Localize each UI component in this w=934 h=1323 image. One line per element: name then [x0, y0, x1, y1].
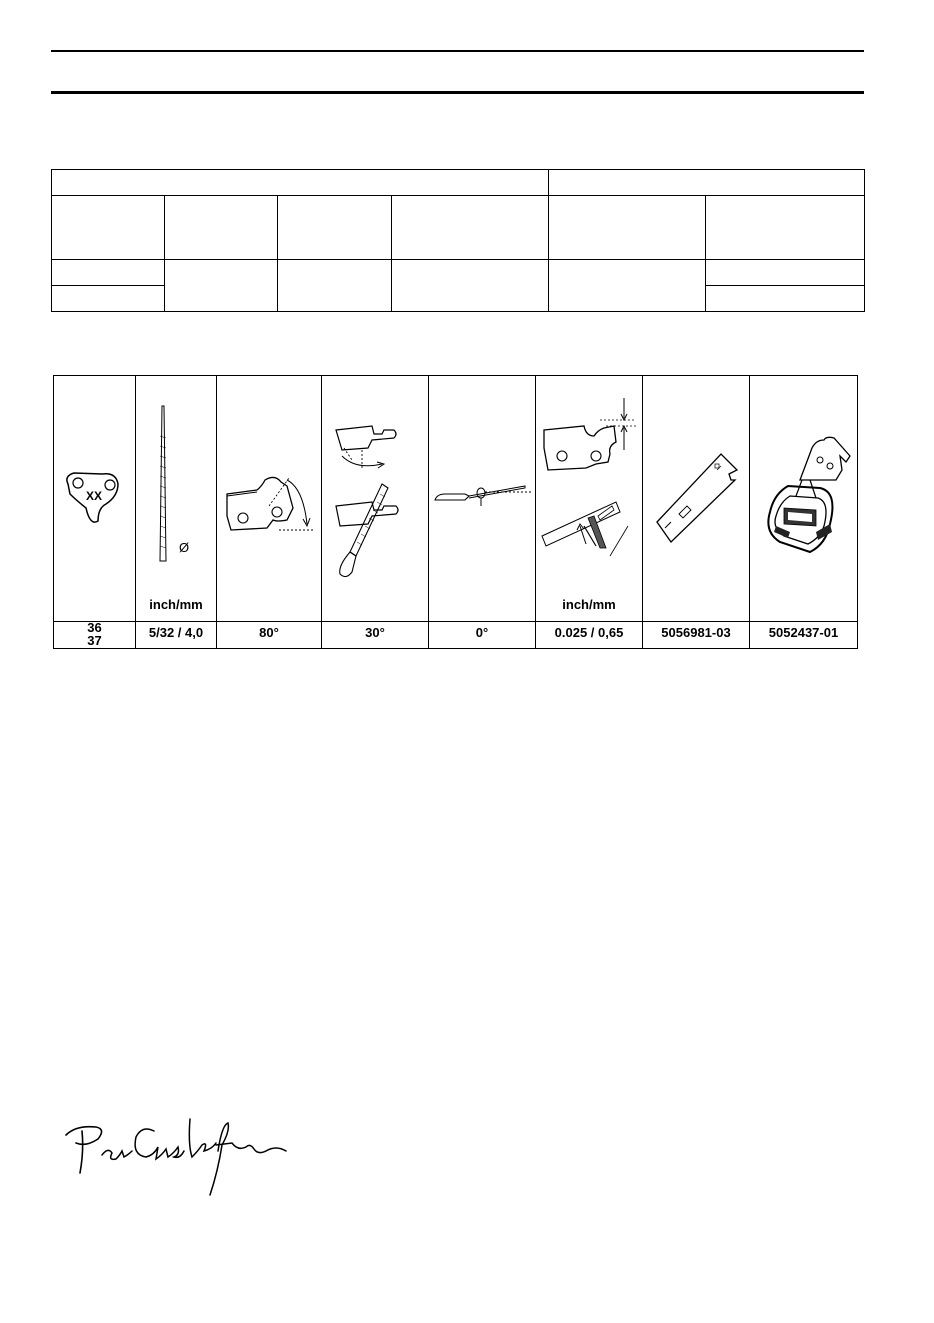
file-tilt-angle-column [429, 376, 536, 648]
table-subheader-cell [278, 196, 392, 260]
table-subheader-cell [706, 196, 865, 260]
depth-gauge-value: 0.025 / 0,65 [554, 625, 624, 640]
file-guide-part: 5052437-01 [768, 625, 839, 640]
side-plate-angle-column [322, 376, 429, 648]
table-cell [278, 260, 392, 312]
table-subheader-cell [165, 196, 278, 260]
cell-divider [322, 621, 428, 622]
cutter-marking: XX [85, 489, 103, 503]
handwritten-signature [62, 1115, 292, 1200]
diameter-symbol: Ø [179, 540, 190, 555]
cutter-icon [54, 376, 136, 616]
top-rule [51, 50, 864, 52]
side-plate-angle: 30° [365, 625, 385, 640]
table-subheader-cell [549, 196, 706, 260]
top-plate-angle-icon [217, 376, 322, 591]
table-cell [706, 260, 865, 286]
cutter-column [54, 376, 136, 648]
table-cell [549, 260, 706, 312]
sharpening-tools-table [53, 375, 858, 649]
cell-divider [136, 621, 216, 622]
table-cell [706, 286, 865, 312]
depth-gauge-column [536, 376, 643, 648]
table-cell [165, 260, 278, 312]
depth-gauge-icon [536, 376, 643, 591]
cell-divider [536, 621, 642, 622]
file-unit: inch/mm [149, 597, 203, 612]
round-file-column [136, 376, 217, 648]
table-subheader-cell [52, 196, 165, 260]
file-tilt-angle-icon [429, 376, 536, 591]
chain-id: 37 [87, 633, 102, 648]
depth-unit: inch/mm [562, 597, 616, 612]
table-header-right [549, 170, 865, 196]
top-plate-angle: 80° [259, 625, 279, 640]
chain-ids [54, 621, 135, 647]
file-diameter: 5/32 / 4,0 [148, 625, 204, 640]
table-cell [52, 260, 165, 286]
file-tilt-angle: 0° [475, 625, 489, 640]
table-cell [392, 260, 549, 312]
file-guide-column [750, 376, 857, 648]
specification-table [51, 169, 865, 312]
header-rule [51, 91, 864, 94]
round-file-icon [136, 376, 217, 591]
table-subheader-cell [392, 196, 549, 260]
cell-divider [750, 621, 857, 622]
cell-divider [429, 621, 535, 622]
cell-divider [643, 621, 749, 622]
cell-divider [217, 621, 321, 622]
depth-gauge-tool-column [643, 376, 750, 648]
chain-id: 36 [87, 620, 102, 635]
table-header-left [52, 170, 549, 196]
side-plate-angle-icon [322, 376, 429, 591]
depth-gauge-tool-part: 5056981-03 [661, 625, 731, 640]
file-guide-icon [750, 376, 857, 591]
table-cell [52, 286, 165, 312]
top-plate-angle-column [217, 376, 322, 648]
depth-gauge-tool-icon [643, 376, 750, 591]
